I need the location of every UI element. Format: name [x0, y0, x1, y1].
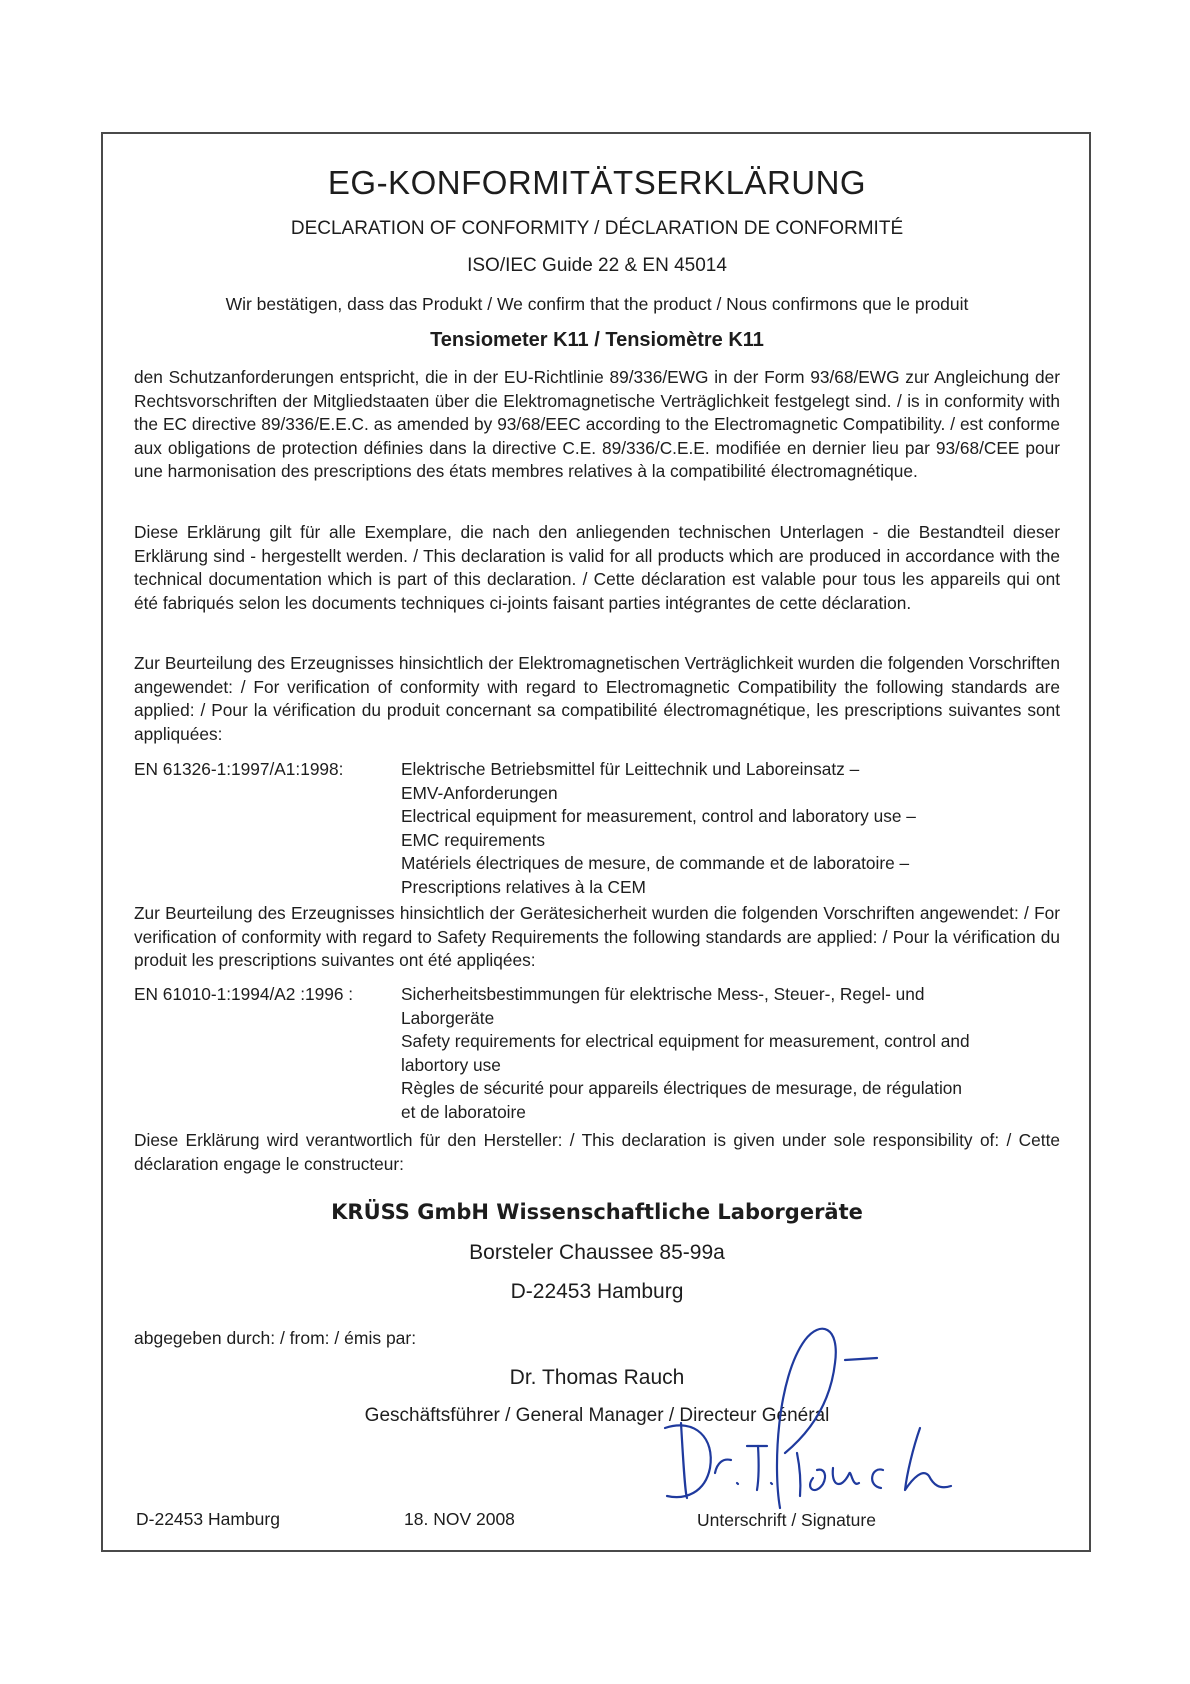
standard-line: EMC requirements [401, 829, 546, 850]
standard-line: Matériels électriques de mesure, de commande et de laboratoire – [401, 853, 910, 874]
document-title: EG-KONFORMITÄTSERKLÄRUNG [327, 164, 867, 201]
paragraph-responsibility: Diese Erklärung wird verantwortlich für den Hersteller: / This declaration is given under sole responsibility of: / Cette déclaration engage le constructeur: [134, 1130, 1060, 1174]
standard-emc [134, 758, 1060, 900]
handwritten-signature [655, 1318, 1035, 1518]
company-name: KRÜSS GmbH Wissenschaftliche Laborgeräte [331, 1200, 863, 1224]
signature-label: Unterschrift / Signature [697, 1510, 876, 1530]
confirm-line: Wir bestätigen, dass das Produkt / We confirm that the product / Nous confirmons que le produit [225, 294, 969, 314]
signer-position: Geschäftsführer / General Manager / Directeur Général [364, 1405, 830, 1426]
standard-line: Electrical equipment for measurement, control and laboratory use – [401, 806, 916, 827]
standard-line: Laborgeräte [401, 1007, 495, 1028]
company-street: Borsteler Chaussee 85-99a [469, 1241, 725, 1264]
signer-name: Dr. Thomas Rauch [509, 1366, 685, 1389]
standard-line: Elektrische Betriebsmittel für Leittechnik und Laboreinsatz – [401, 759, 860, 779]
standard-code: EN 61326-1:1997/A1:1998: [134, 759, 344, 779]
standard-line: labortory use [401, 1054, 501, 1075]
issue-place: D-22453 Hamburg [136, 1509, 280, 1529]
paragraph-directive: den Schutzanforderungen entspricht, die in der EU-Richtlinie 89/336/EWG in der Form 93/68/EWG zur Angleichung der Rechtsvorschriften der Mitgliedstaaten über die Elektromagnetische Verträglichkeit festgelegt sind. / is in conformity with the EC directive 89/336/E.E.C. as amended by 93/68/EEC according to the Electromagnetic Compatibility. / est conforme aux obligations de protection définies dans la directive C.E. 89/336/C.E.E. modifiée en dernier lieu par 93/68/CEE pour une harmonisation des prescriptions des états membres relatives à la compatibilité électromagnétique. [134, 367, 1060, 482]
issued-by-label: abgegeben durch: / from: / émis par: [134, 1328, 417, 1348]
standard-line: Prescriptions relatives à la CEM [401, 876, 646, 897]
guide-reference: ISO/IEC Guide 22 & EN 45014 [467, 255, 727, 276]
paragraph-safety-verification: Zur Beurteilung des Erzeugnisses hinsichtlich der Gerätesicherheit wurden die folgenden Vorschriften angewendet: / For verification of conformity with regard to Safety Requirements the following standards are applied: / Pour la vérification du produit les prescriptions suivantes ont été appliqées: [134, 903, 1060, 971]
paragraph-validity: Diese Erklärung gilt für alle Exemplare, die nach den anliegenden technischen Unterlagen - die Bestandteil dieser Erklärung sind - hergestellt werden. / This declaration is valid for all products which are produced in accordance with the technical documentation which is part of this declaration. / Cette déclaration est valable pour tous les appareils qui ont été fabriqués selon les documents techniques ci-joints faisant parties intégrantes de cette déclaration. [134, 522, 1060, 613]
standard-line: Règles de sécurité pour appareils électriques de mesurage, de régulation [401, 1078, 963, 1099]
standard-description [401, 758, 1060, 900]
standard-line: EMV-Anforderungen [401, 782, 558, 803]
issue-date: 18. NOV 2008 [404, 1509, 515, 1529]
standard-safety [134, 983, 1060, 1125]
product-name: Tensiometer K11 / Tensiomètre K11 [430, 329, 764, 351]
standard-line: Safety requirements for electrical equipment for measurement, control and [401, 1031, 970, 1052]
company-city: D-22453 Hamburg [510, 1280, 684, 1303]
standard-line: Sicherheitsbestimmungen für elektrische Mess-, Steuer-, Regel- und [401, 984, 925, 1004]
standard-code: EN 61010-1:1994/A2 :1996 : [134, 984, 354, 1004]
paragraph-emc-verification: Zur Beurteilung des Erzeugnisses hinsichtlich der Elektromagnetischen Verträglichkeit wurden die folgenden Vorschriften angewendet: / For verification of conformity with regard to Electromagnetic Compatibility the following standards are applied: / Pour la vérification du produit concernant sa compatibilité électromagnétique, les prescriptions suivantes sont appliquées: [134, 653, 1060, 744]
standard-description [401, 983, 1060, 1125]
standard-line: et de laboratoire [401, 1101, 526, 1122]
document-subtitle: DECLARATION OF CONFORMITY / DÉCLARATION DE CONFORMITÉ [290, 218, 904, 239]
